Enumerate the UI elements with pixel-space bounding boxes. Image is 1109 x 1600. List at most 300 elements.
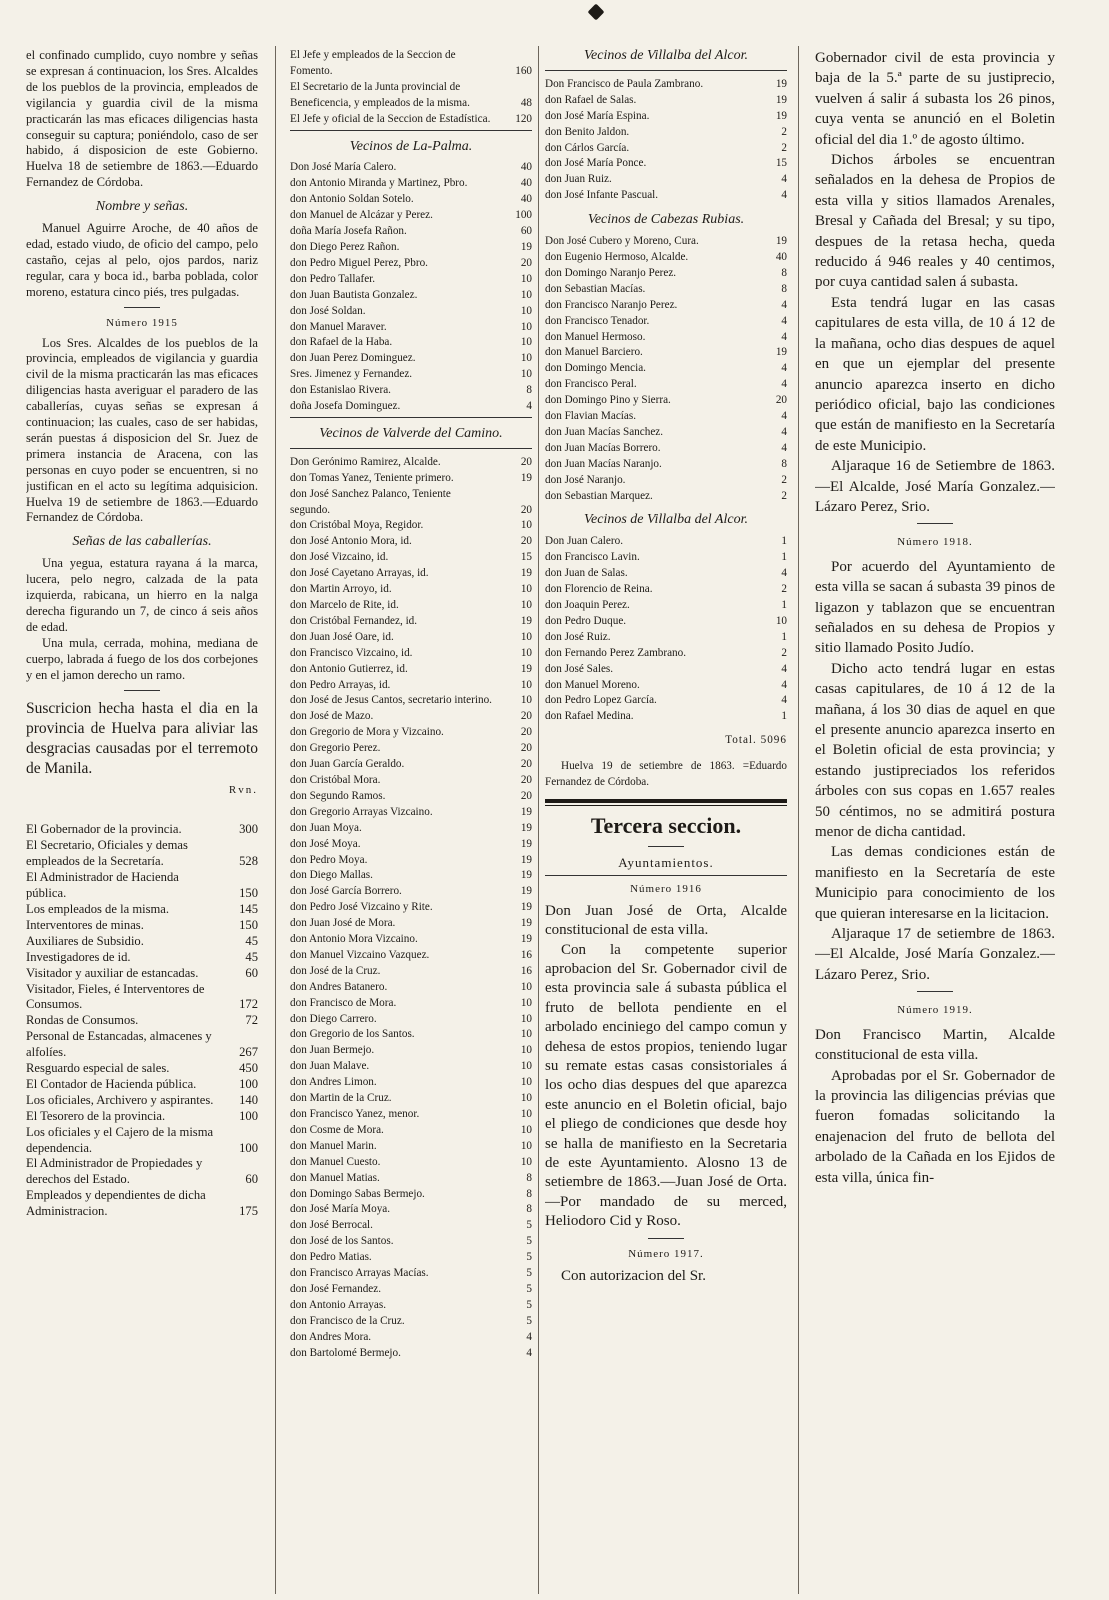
- contribution-amount: 20: [520, 455, 532, 468]
- list-item: [290, 1266, 532, 1282]
- contribution-amount: 8: [781, 282, 787, 295]
- contributor-name: Don Gerónimo Ramirez, Alcalde.: [290, 455, 441, 468]
- list-item: [290, 837, 532, 853]
- contribution-amount: 150: [239, 917, 258, 932]
- contributor-name: don Bartolomé Bermejo.: [290, 1346, 401, 1359]
- list-item: [545, 693, 787, 709]
- list-item: [26, 1013, 258, 1029]
- contribution-amount: 300: [239, 822, 258, 837]
- contributor-name: don Juan García Geraldo.: [290, 758, 405, 771]
- list-item: [290, 288, 532, 304]
- contributor-name: don Manuel Matias.: [290, 1171, 380, 1184]
- contributor-name: Empleados y dependientes de dicha Administracion.: [26, 1188, 206, 1219]
- paragraph: Dicho acto tendrá lugar en estas casas capitulares, de 10 á 12 de la mañana, á los 30 dias de aquel en que el presente anuncio aparezca inserto en el Boletin oficial de esta provincia; y estando justipreciados los referidos árboles con sus copas en 1.657 reales 50 céntimos, no se admitirá postura menor de dicha cantidad.: [815, 660, 1055, 841]
- list-item: [26, 918, 258, 934]
- contributor-name: Los oficiales y el Cajero de la misma dependencia.: [26, 1124, 214, 1155]
- contribution-amount: 19: [520, 240, 532, 253]
- contributor-name: don Pedro Moya.: [290, 853, 368, 866]
- contributor-name: don Juan Macías Sanchez.: [545, 425, 664, 438]
- contribution-amount: 10: [520, 1092, 532, 1105]
- contributor-name: El Gobernador de la provincia.: [26, 822, 182, 837]
- subscription-list: [290, 455, 532, 1362]
- list-item: [26, 1077, 258, 1093]
- list-item: [290, 1123, 532, 1139]
- contribution-amount: 4: [781, 378, 787, 391]
- list-item: [545, 77, 787, 93]
- contribution-amount: 10: [520, 583, 532, 596]
- paragraph: Aprobadas por el Sr. Gobernador de la provincia las diligencias prévias que fueron fomadas solicitando la enajenacion del fruto de bellota del arbolado de la Cañada en los Ejidos de esta villa, única fin-: [815, 1067, 1055, 1186]
- contribution-amount: 10: [520, 599, 532, 611]
- contribution-amount: 10: [520, 1155, 532, 1168]
- subheading: Señas de las caballerías.: [72, 534, 212, 550]
- contributor-name: don Antonio Mora Vizcaino.: [290, 933, 418, 946]
- list-item: [290, 455, 532, 471]
- list-item: [290, 709, 532, 725]
- contribution-amount: 16: [520, 964, 532, 977]
- contributor-name: don José Berrocal.: [290, 1219, 373, 1232]
- paragraph: Dichos árboles se encuentran señalados en la dehesa de Propios de esta villa y sitios llamados Arenales, Bresal y Cañada del Bresal; y su tipo, despues de la retasa hecha, queda reducido á 946 reales y 40 centimos, por cuya cantidad salen á subasta.: [815, 152, 1055, 291]
- contribution-amount: 19: [775, 109, 787, 122]
- list-item: [545, 188, 787, 204]
- contribution-amount: 10: [520, 1139, 532, 1152]
- column-3: [545, 48, 787, 1593]
- list-item: [290, 272, 532, 288]
- contribution-amount: 40: [520, 177, 532, 190]
- contribution-amount: 10: [520, 304, 532, 317]
- contributor-name: Visitador, Fieles, é Interventores de Consumos.: [26, 981, 205, 1012]
- list-item: [290, 805, 532, 821]
- list-item: [290, 1043, 532, 1059]
- contribution-amount: 60: [245, 965, 258, 980]
- contributor-name: don José María Ponce.: [545, 157, 647, 170]
- list-item: [290, 1202, 532, 1218]
- contributor-name: don Gregorio de Mora y Vizcaino.: [290, 726, 444, 739]
- contributor-name: don Pedro Miguel Perez, Pbro.: [290, 256, 428, 269]
- list-item: [290, 240, 532, 256]
- contributor-name: don Andres Limon.: [290, 1076, 377, 1089]
- contributor-name: don Benito Jaldon.: [545, 125, 630, 138]
- notice-number: Número 1918.: [897, 536, 973, 549]
- contribution-amount: 5: [526, 1298, 532, 1311]
- total-amount: Total. 5096: [725, 734, 787, 747]
- list-item: [26, 950, 258, 966]
- list-item: [545, 534, 787, 550]
- list-item: [290, 176, 532, 192]
- list-item: [545, 250, 787, 266]
- contribution-amount: 10: [520, 694, 532, 707]
- paragraph: Don Francisco Martin, Alcalde constitucional de esta villa.: [815, 1026, 1055, 1064]
- list-item: [290, 821, 532, 837]
- list-item: [290, 351, 532, 367]
- contributor-name: don Juan Bautista Gonzalez.: [290, 288, 418, 301]
- contributor-name: don Manuel Barciero.: [545, 346, 643, 359]
- contributor-name: don Domingo Pino y Sierra.: [545, 394, 671, 407]
- contribution-amount: 10: [520, 1012, 532, 1025]
- contributor-name: don Francisco Arrayas Macías.: [290, 1267, 429, 1280]
- paragraph: Gobernador civil de esta provincia y baja de la 5.ª parte de su justiprecio, vuelven á salir á subasta los 26 pinos, cuya venta se anunció en el Boletin oficial del dia 1.º de agosto último.: [815, 50, 1055, 148]
- list-item: [26, 982, 258, 1014]
- contributor-name: don Sebastian Macías.: [545, 282, 646, 295]
- contributor-name: don Juan de Salas.: [545, 567, 628, 580]
- list-item: [545, 441, 787, 457]
- paragraph: Don Juan José de Orta, Alcalde constitucional de esta villa.: [545, 902, 787, 939]
- contribution-amount: 2: [781, 489, 787, 502]
- list-item: [290, 678, 532, 694]
- contributor-name: El Jefe y oficial de la Seccion de Estadística.: [290, 112, 491, 125]
- contribution-amount: 528: [239, 854, 258, 869]
- contribution-amount: 8: [781, 457, 787, 470]
- separator: [290, 130, 532, 131]
- contribution-amount: 19: [520, 869, 532, 882]
- contribution-amount: 20: [520, 535, 532, 548]
- list-item: [290, 1282, 532, 1298]
- contribution-amount: 60: [245, 1172, 258, 1187]
- contributor-name: don Sebastian Marquez.: [545, 489, 653, 502]
- contributor-name: El Secretario de la Junta provincial de Beneficencia, y empleados de la misma.: [290, 80, 470, 109]
- column-rule: [275, 46, 276, 1594]
- paragraph: Por acuerdo del Ayuntamiento de esta villa se sacan á subasta 39 pinos de ligazon y tablazon que se encuentran señalados en su dehesa de Propios y sitio llamado Posito Judío.: [815, 558, 1055, 657]
- contributor-name: don José de Mazo.: [290, 710, 374, 723]
- closing-signature: Huelva 19 de setiembre de 1863. =Eduardo Fernandez de Córdoba.: [545, 760, 787, 789]
- list-item: [290, 1330, 532, 1346]
- contributor-name: don Juan Perez Dominguez.: [290, 352, 416, 365]
- list-item: [290, 646, 532, 662]
- contribution-amount: 100: [239, 1140, 258, 1155]
- list-item: [290, 964, 532, 980]
- contribution-amount: 10: [520, 272, 532, 285]
- subheading: Nombre y señas.: [95, 199, 189, 215]
- list-item: [545, 330, 787, 346]
- list-item: [290, 1059, 532, 1075]
- contributor-name: Don Juan Calero.: [545, 535, 623, 548]
- list-item: [545, 141, 787, 157]
- section-subtitle: Ayuntamientos.: [618, 854, 714, 870]
- contribution-amount: 19: [520, 837, 532, 850]
- contribution-amount: 8: [526, 384, 532, 397]
- contributor-name: don José Vizcaino, id.: [290, 551, 389, 564]
- list-item: [290, 224, 532, 240]
- contributor-name: El Administrador de Propiedades y derechos del Estado.: [26, 1156, 203, 1187]
- contribution-amount: 267: [239, 1045, 258, 1060]
- paragraph: Esta tendrá lugar en las casas capitulares de esta villa, de 10 á 12 de la mañana, ocho dias despues de aquel en que un ejemplar del presente anuncio aparezca inserto en dicho periódico oficial, bajo las condiciones que están de manifiesto en la Secretaría de este Municipio.: [815, 294, 1055, 454]
- list-item: [545, 678, 787, 694]
- list-item: [545, 393, 787, 409]
- contributor-name: don Cosme de Mora.: [290, 1123, 384, 1136]
- contribution-amount: 100: [515, 209, 532, 222]
- contribution-amount: 100: [239, 1108, 258, 1123]
- contribution-amount: 5: [526, 1314, 532, 1327]
- contributor-name: don Cristóbal Moya, Regidor.: [290, 519, 424, 532]
- contributor-name: don Juan Bermejo.: [290, 1044, 375, 1057]
- contribution-amount: 10: [520, 519, 532, 532]
- contributor-name: don Manuel Hermoso.: [545, 330, 646, 343]
- contribution-amount: 40: [520, 193, 532, 206]
- contributor-name: don Francisco Yanez, menor.: [290, 1108, 420, 1120]
- contribution-amount: 19: [775, 235, 787, 248]
- list-item: [545, 598, 787, 614]
- contribution-amount: 175: [239, 1204, 258, 1219]
- list-item: [290, 1250, 532, 1266]
- contributor-name: don José Cayetano Arrayas, id.: [290, 567, 429, 580]
- contribution-amount: 5: [526, 1235, 532, 1248]
- contributor-name: don Domingo Mencia.: [545, 362, 646, 375]
- contributor-name: don Manuel de Alcázar y Perez.: [290, 209, 433, 222]
- contribution-amount: 40: [520, 161, 532, 174]
- contributor-name: don Pedro Arrayas, id.: [290, 678, 391, 691]
- contributor-name: don Gregorio de los Santos.: [290, 1028, 415, 1041]
- list-item: [290, 112, 532, 128]
- contribution-amount: 19: [520, 662, 532, 675]
- contribution-amount: 4: [781, 173, 787, 186]
- list-item: [290, 980, 532, 996]
- contributor-name: don Juan Macías Naranjo.: [545, 457, 662, 470]
- list-item: [26, 1109, 258, 1125]
- paragraph: Las demas condiciones están de manifiesto en la Secretaría de este Municipio para conocimiento de los que quieran interesarse en la licitacion.: [815, 844, 1055, 922]
- list-item: [26, 822, 258, 838]
- list-item: [290, 1155, 532, 1171]
- contribution-amount: 4: [781, 298, 787, 311]
- contributor-name: don Pedro Tallafer.: [290, 272, 376, 285]
- list-item: [26, 1156, 258, 1188]
- separator: [545, 875, 787, 876]
- list-item: [290, 192, 532, 208]
- contributor-name: Investigadores de id.: [26, 949, 131, 964]
- list-item: [545, 614, 787, 630]
- list-item: [290, 256, 532, 272]
- contribution-amount: 2: [781, 473, 787, 486]
- contributor-name: El Secretario, Oficiales y demas empleados de la Secretaría.: [26, 838, 188, 869]
- contribution-amount: 4: [781, 362, 787, 375]
- contributor-name: don Antonio Gutierrez, id.: [290, 662, 408, 675]
- list-item: [290, 1171, 532, 1187]
- list-item: [290, 757, 532, 773]
- list-item: [290, 487, 532, 519]
- contributor-name: don José Ruiz.: [545, 630, 611, 643]
- contribution-amount: 4: [781, 567, 787, 580]
- contributor-name: don Francisco Naranjo Perez.: [545, 298, 678, 311]
- list-item: [290, 693, 532, 709]
- contribution-amount: 4: [781, 189, 787, 202]
- contribution-amount: 4: [781, 314, 787, 327]
- subscription-list: [545, 234, 787, 504]
- contributor-name: don Cristóbal Fernandez, id.: [290, 614, 418, 627]
- contribution-amount: 19: [520, 885, 532, 898]
- contributor-name: don Eugenio Hermoso, Alcalde.: [545, 250, 689, 263]
- contribution-amount: 4: [781, 410, 787, 423]
- separator: [648, 846, 684, 847]
- subscription-list: [290, 48, 532, 128]
- contribution-amount: 20: [775, 394, 787, 407]
- contribution-amount: 10: [520, 1076, 532, 1089]
- contribution-amount: 72: [245, 1013, 258, 1028]
- list-item: [545, 314, 787, 330]
- contribution-amount: 19: [520, 821, 532, 834]
- list-item: [290, 383, 532, 399]
- list-item: [26, 838, 258, 870]
- section-heading: Vecinos de Valverde del Camino.: [319, 425, 503, 441]
- list-item: [290, 335, 532, 351]
- contribution-amount: 450: [239, 1061, 258, 1076]
- separator: [290, 417, 532, 418]
- list-item: [290, 80, 532, 112]
- subscription-list: [545, 534, 787, 725]
- column-4: [815, 48, 1055, 1593]
- contribution-amount: 1: [781, 630, 787, 643]
- list-item: [545, 409, 787, 425]
- contributor-name: don Gregorio Arrayas Vizcaino.: [290, 805, 433, 818]
- contributor-name: Visitador y auxiliar de estancadas.: [26, 965, 199, 980]
- list-item: [290, 773, 532, 789]
- list-item: [290, 916, 532, 932]
- paragraph: el confinado cumplido, cuyo nombre y señas se expresan á continuacion, los Sres. Alcaldes de los pueblos de la provincia, empleados de vigilancia y guardia civil de la misma practicarán las mas eficaces diligencias hasta conseguir su captura; poniéndolo, caso de ser habido, á disposicion de este Gobierno. Huelva 18 de setiembre de 1863.—Eduardo Fernandez de Córdoba.: [26, 48, 258, 190]
- section-heading: Vecinos de Villalba del Alcor.: [584, 48, 748, 63]
- contribution-amount: 2: [781, 125, 787, 138]
- list-item: [290, 550, 532, 566]
- contributor-name: don Segundo Ramos.: [290, 789, 386, 802]
- contributor-name: don Pedro Duque.: [545, 614, 627, 627]
- contributor-name: don Estanislao Rivera.: [290, 384, 391, 397]
- list-item: [290, 320, 532, 336]
- list-item: [545, 582, 787, 598]
- list-item: [545, 377, 787, 393]
- list-item: [290, 1218, 532, 1234]
- contribution-amount: 10: [520, 630, 532, 643]
- list-item: [290, 160, 532, 176]
- contribution-amount: 150: [239, 886, 258, 901]
- contribution-amount: 5: [526, 1219, 532, 1232]
- separator: [917, 523, 953, 524]
- contributor-name: don José Infante Pascual.: [545, 189, 659, 202]
- list-item: [545, 93, 787, 109]
- contribution-amount: 19: [520, 901, 532, 914]
- contributor-name: don José Moya.: [290, 837, 361, 850]
- contribution-amount: 160: [515, 64, 532, 77]
- currency-header: Rvn.: [228, 783, 258, 796]
- contribution-amount: 4: [781, 441, 787, 454]
- contribution-amount: 5: [526, 1251, 532, 1264]
- list-item: [545, 550, 787, 566]
- column-1: [26, 48, 258, 1593]
- contribution-amount: 10: [520, 1028, 532, 1041]
- contribution-amount: 20: [520, 758, 532, 771]
- contributor-name: don José Soldan.: [290, 304, 366, 317]
- section-heading: Vecinos de Cabezas Rubias.: [587, 212, 745, 228]
- list-item: [290, 534, 532, 550]
- list-item: [290, 630, 532, 646]
- contributor-name: Don José María Calero.: [290, 161, 397, 174]
- list-item: [545, 234, 787, 250]
- contribution-amount: 15: [520, 551, 532, 564]
- list-item: [290, 741, 532, 757]
- list-item: [545, 425, 787, 441]
- list-item: [545, 345, 787, 361]
- contribution-amount: 10: [520, 996, 532, 1009]
- list-item: [26, 934, 258, 950]
- contribution-amount: 19: [520, 853, 532, 866]
- contribution-amount: 19: [520, 471, 532, 484]
- list-item: [290, 471, 532, 487]
- contributor-name: don Domingo Sabas Bermejo.: [290, 1187, 425, 1200]
- contribution-amount: 10: [520, 1123, 532, 1136]
- separator: [648, 1238, 684, 1239]
- contribution-amount: 8: [781, 266, 787, 279]
- contributor-name: Sres. Jimenez y Fernandez.: [290, 368, 413, 381]
- contribution-amount: 8: [526, 1171, 532, 1184]
- paragraph: Con autorizacion del Sr.: [561, 1267, 706, 1284]
- contributor-name: don Pedro José Vizcaino y Rite.: [290, 901, 433, 914]
- contribution-amount: 1: [781, 535, 787, 548]
- list-item: [290, 367, 532, 383]
- contributor-name: don Flavian Macías.: [545, 410, 637, 423]
- contribution-amount: 2: [781, 646, 787, 659]
- list-item: [545, 473, 787, 489]
- list-item: [290, 1139, 532, 1155]
- contribution-amount: 10: [520, 1108, 532, 1120]
- contributor-name: don Florencio de Reina.: [545, 583, 653, 596]
- contribution-amount: 45: [245, 949, 258, 964]
- list-item: [290, 208, 532, 224]
- contributor-name: don José Sales.: [545, 662, 614, 675]
- ornament-mark: [588, 4, 605, 21]
- contribution-amount: 1: [781, 710, 787, 723]
- contributor-name: Interventores de minas.: [26, 917, 144, 932]
- list-item: [26, 902, 258, 918]
- notice-number: Número 1915: [106, 316, 178, 329]
- list-item: [290, 1234, 532, 1250]
- contributor-name: don Antonio Miranda y Martinez, Pbro.: [290, 177, 468, 190]
- contribution-amount: 8: [526, 1203, 532, 1216]
- list-item: [545, 282, 787, 298]
- contribution-amount: 10: [520, 1044, 532, 1057]
- list-item: [26, 966, 258, 982]
- list-item: [290, 1298, 532, 1314]
- contributor-name: Don José Cubero y Moreno, Cura.: [545, 235, 699, 248]
- list-item: [26, 1061, 258, 1077]
- contributor-name: don Pedro Lopez García.: [545, 694, 657, 707]
- contributor-name: Los empleados de la misma.: [26, 901, 170, 916]
- contribution-amount: 10: [520, 678, 532, 691]
- list-item: [290, 1187, 532, 1203]
- section-heading: Vecinos de La-Palma.: [349, 138, 473, 154]
- contributor-name: don Juan Malave.: [290, 1060, 370, 1073]
- list-item: [545, 709, 787, 725]
- contributor-name: don Martin Arroyo, id.: [290, 583, 392, 596]
- list-item: [290, 884, 532, 900]
- list-item: [290, 932, 532, 948]
- list-item: [290, 1314, 532, 1330]
- contribution-amount: 20: [520, 256, 532, 269]
- contributor-name: don Fernando Perez Zambrano.: [545, 646, 687, 659]
- contribution-amount: 20: [520, 742, 532, 755]
- contributor-name: don Andres Mora.: [290, 1330, 372, 1343]
- contribution-amount: 10: [520, 336, 532, 349]
- contributor-name: don Francisco de la Cruz.: [290, 1314, 405, 1327]
- contributor-name: doña María Josefa Rañon.: [290, 225, 407, 238]
- contributor-name: don Francisco Tenador.: [545, 314, 650, 327]
- contributor-name: don Francisco Vizcaino, id.: [290, 646, 413, 659]
- paragraph: Aljaraque 17 de setiembre de 1863.—El Alcalde, José María Gonzalez.—Lázaro Perez, Srio.: [815, 926, 1055, 983]
- contribution-amount: 10: [520, 288, 532, 301]
- contributor-name: don Cristóbal Mora.: [290, 773, 381, 786]
- contribution-amount: 40: [775, 250, 787, 263]
- list-item: [545, 489, 787, 505]
- contributor-name: don Francisco Lavin.: [545, 551, 640, 564]
- contribution-amount: 10: [520, 646, 532, 659]
- contributor-name: don Juan Moya.: [290, 821, 362, 834]
- contributor-name: Rondas de Consumos.: [26, 1013, 139, 1028]
- contributor-name: don Tomas Yanez, Teniente primero.: [290, 471, 454, 484]
- contributor-name: don Cárlos García.: [545, 141, 630, 154]
